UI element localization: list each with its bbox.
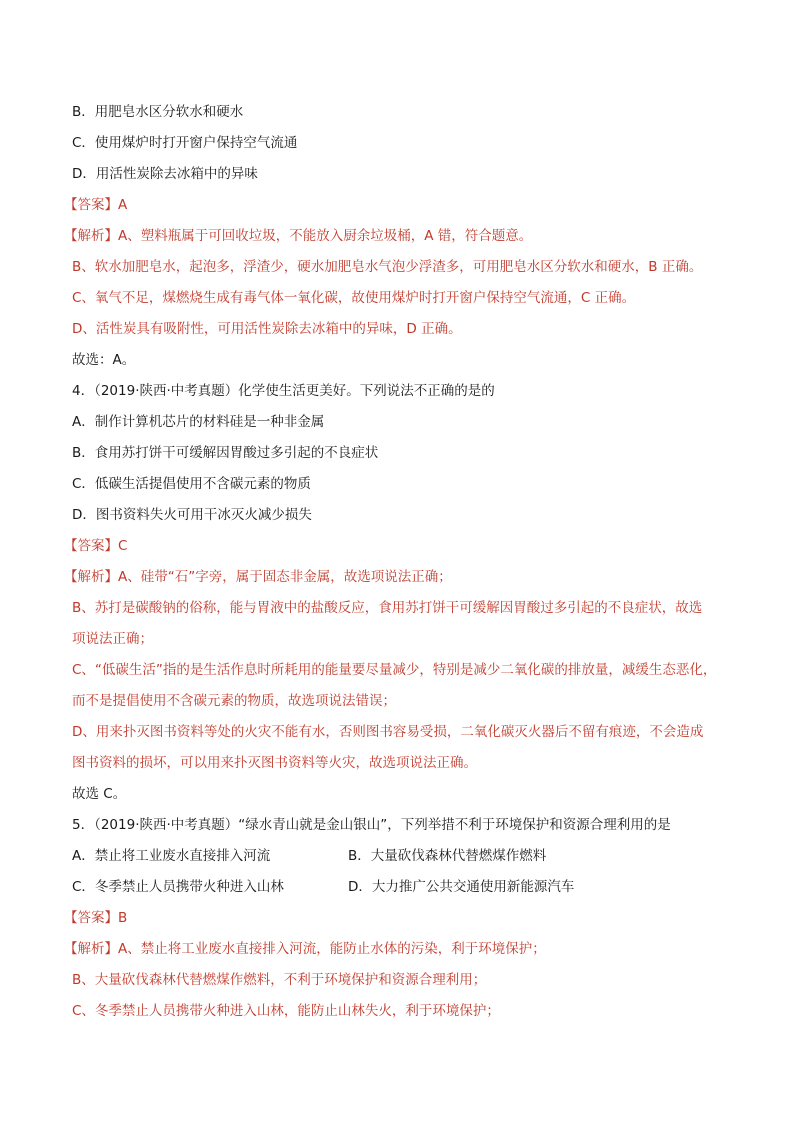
analysis-text: A、硅带“石”字旁，属于固态非金属，故选项说法正确；	[118, 569, 452, 585]
q3-choice: 故选：A。	[72, 352, 136, 368]
q3-answer	[64, 195, 127, 215]
q4-analysis-line: C、“低碳生活”指的是生活作息时所耗用的能量要尽量减少，特别是减少二氧化碳的排放量，减缓生态恶化，	[72, 662, 717, 678]
analysis-label: 【解析】	[64, 941, 118, 957]
q4-analysis-line: 项说法正确；	[72, 631, 153, 647]
q5-analysis-line: B、大量砍伐森林代替燃煤作燃料，不利于环境保护和资源合理利用；	[72, 972, 487, 988]
q5-option-d: D．大力推广公共交通使用新能源汽车	[348, 879, 575, 895]
analysis-text: A、禁止将工业废水直接排入河流，能防止水体的污染，利于环境保护；	[118, 941, 546, 957]
q4-choice: 故选 C。	[72, 786, 127, 802]
q4-answer	[64, 536, 127, 556]
q4-analysis-line: D、用来扑灭图书资料等处的火灾不能有水，否则图书容易受损，二氧化碳灭火器后不留有痕迹，不会造成	[72, 724, 704, 740]
q3-option-b: B．用肥皂水区分软水和硬水	[72, 104, 244, 120]
answer-value: A	[118, 197, 128, 213]
q4-option-c: C．低碳生活提倡使用不含碳元素的物质	[72, 476, 311, 492]
q4-option-d: D．图书资料失火可用干冰灭火减少损失	[72, 507, 312, 523]
answer-value: C	[118, 538, 128, 554]
q3-analysis-line: D、活性炭具有吸附性，可用活性炭除去冰箱中的异味，D 正确。	[72, 321, 462, 337]
q5-stem: 5．（2019·陕西·中考真题）“绿水青山就是金山银山”，下列举措不利于环境保护和资源合理利用的是	[72, 817, 671, 833]
q4-option-b: B．食用苏打饼干可缓解因胃酸过多引起的不良症状	[72, 445, 379, 461]
q5-option-c: C．冬季禁止人员携带火种进入山林	[72, 879, 284, 895]
analysis-label: 【解析】	[64, 569, 118, 585]
q4-analysis-line: 而不是提倡使用不含碳元素的物质，故选项说法错误；	[72, 693, 396, 709]
q4-analysis-line	[64, 567, 452, 587]
q5-analysis-line: C、冬季禁止人员携带火种进入山林，能防止山林失火，利于环境保护；	[72, 1003, 500, 1019]
q5-option-a: A．禁止将工业废水直接排入河流	[72, 848, 271, 864]
q3-option-d: D．用活性炭除去冰箱中的异味	[72, 166, 258, 182]
analysis-text: A、塑料瓶属于可回收垃圾，不能放入厨余垃圾桶，A 错，符合题意。	[118, 228, 533, 244]
answer-label: 【答案】	[64, 538, 118, 554]
answer-label: 【答案】	[64, 910, 118, 926]
q4-analysis-line: 图书资料的损坏，可以用来扑灭图书资料等火灾，故选项说法正确。	[72, 755, 477, 771]
q3-analysis-line: B、软水加肥皂水，起泡多，浮渣少，硬水加肥皂水气泡少浮渣多，可用肥皂水区分软水和硬水，B 正确。	[72, 259, 703, 275]
q5-answer	[64, 908, 127, 928]
q5-analysis-line	[64, 939, 546, 959]
q4-option-a: A．制作计算机芯片的材料硅是一种非金属	[72, 414, 325, 430]
q3-analysis-line	[64, 226, 532, 246]
q4-analysis-line: B、苏打是碳酸钠的俗称，能与胃液中的盐酸反应，食用苏打饼干可缓解因胃酸过多引起的不良症状，故选	[72, 600, 703, 616]
answer-label: 【答案】	[64, 197, 118, 213]
analysis-label: 【解析】	[64, 228, 118, 244]
answer-value: B	[118, 910, 128, 926]
q3-analysis-line: C、氧气不足，煤燃烧生成有毒气体一氧化碳，故使用煤炉时打开窗户保持空气流通，C 正确。	[72, 290, 636, 306]
q5-option-b: B．大量砍伐森林代替燃煤作燃料	[348, 848, 547, 864]
q3-option-c: C．使用煤炉时打开窗户保持空气流通	[72, 135, 298, 151]
q4-stem: 4．（2019·陕西·中考真题）化学使生活更美好。下列说法不正确的是的	[72, 383, 495, 399]
